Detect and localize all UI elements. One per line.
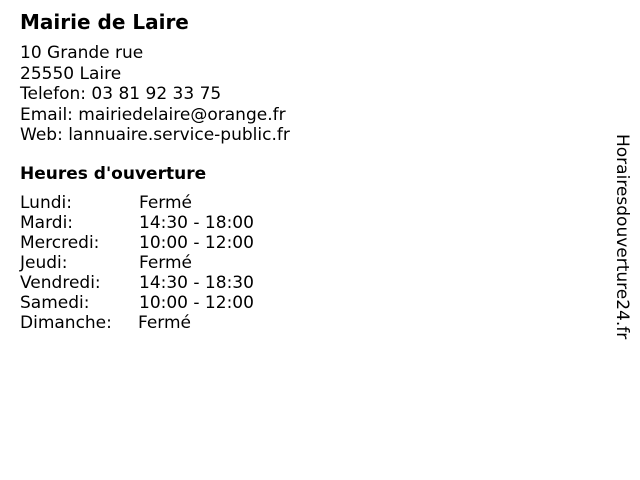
hours-value: 10:00 - 12:00: [139, 293, 254, 313]
day-label: Jeudi:: [20, 253, 68, 273]
hours-value: Fermé: [139, 193, 193, 213]
day-label: Dimanche:: [20, 313, 112, 333]
website: Web: lannuaire.service-public.fr: [20, 125, 290, 145]
phone-number: Telefon: 03 81 92 33 75: [20, 84, 222, 104]
opening-hours-heading: Heures d'ouverture: [20, 164, 207, 184]
day-label: Lundi:: [20, 193, 72, 213]
hours-value: 10:00 - 12:00: [139, 233, 254, 253]
hours-value: 14:30 - 18:30: [139, 273, 254, 293]
hours-value: Fermé: [138, 313, 192, 333]
day-label: Mardi:: [20, 213, 74, 233]
hours-value: 14:30 - 18:00: [139, 213, 254, 233]
page-title: Mairie de Laire: [20, 10, 189, 34]
day-label: Samedi:: [20, 293, 90, 313]
address-block: [20, 43, 290, 146]
city-address: 25550 Laire: [20, 63, 122, 84]
site-watermark: Horairesdouverture24.fr: [612, 134, 632, 340]
day-label: Mercredi:: [20, 233, 100, 253]
email-address: Email: mairiedelaire@orange.fr: [20, 104, 286, 125]
day-label: Vendredi:: [20, 273, 101, 293]
hours-value: Fermé: [139, 253, 193, 273]
street-address: 10 Grande rue: [20, 43, 144, 63]
